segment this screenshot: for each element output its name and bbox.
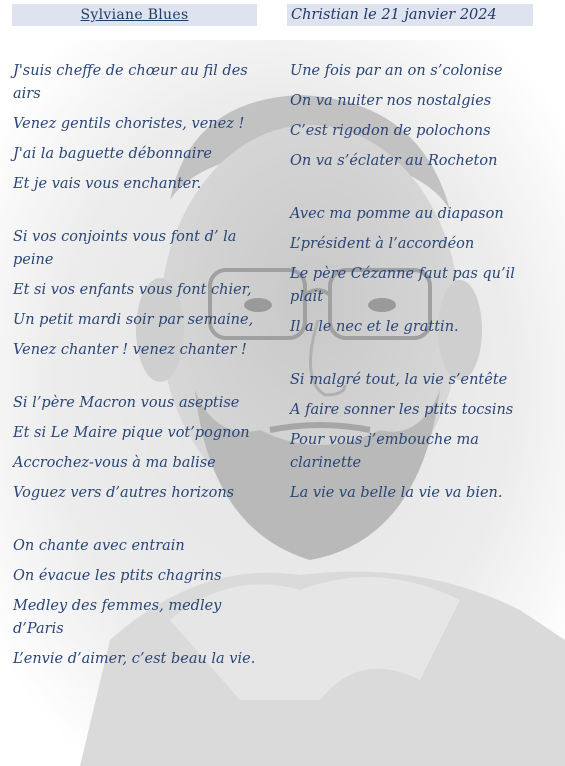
verse-line: Et si vos enfants vous font chier, bbox=[13, 282, 252, 298]
stanza bbox=[290, 369, 552, 505]
verse-line: Voguez vers d’autres horizons bbox=[13, 485, 235, 501]
stanza bbox=[13, 60, 273, 196]
verse-line: Si malgré tout, la vie s’entête bbox=[290, 372, 508, 388]
verse-line: On va nuiter nos nostalgies bbox=[290, 93, 492, 109]
verse-line: Et je vais vous enchanter. bbox=[13, 176, 202, 192]
verse-line: J'ai la baguette débonnaire bbox=[13, 146, 212, 162]
verse-line: L’président à l’accordéon bbox=[290, 236, 475, 252]
verse-line: Un petit mardi soir par semaine, bbox=[13, 312, 254, 328]
verse-line: Venez gentils choristes, venez ! bbox=[13, 116, 245, 132]
author-date: Christian le 21 janvier 2024 bbox=[287, 4, 533, 26]
stanza bbox=[13, 535, 273, 671]
verse-line: Accrochez-vous à ma balise bbox=[13, 455, 216, 471]
verse-line: Le père Cézanne faut pas qu’il plait bbox=[290, 266, 515, 305]
verse-line: On va s’éclater au Rocheton bbox=[290, 153, 498, 169]
right-column bbox=[290, 60, 552, 535]
verse-line: Pour vous j’embouche ma clarinette bbox=[290, 432, 479, 471]
verse-line: Il a le nec et le grattin. bbox=[290, 319, 459, 335]
verse-line: Une fois par an on s’colonise bbox=[290, 63, 503, 79]
verse-line: Venez chanter ! venez chanter ! bbox=[13, 342, 247, 358]
stanza bbox=[13, 226, 273, 362]
stanza bbox=[290, 203, 552, 339]
verse-line: Avec ma pomme au diapason bbox=[290, 206, 504, 222]
verse-line: On évacue les ptits chagrins bbox=[13, 568, 222, 584]
verse-line: C’est rigodon de polochons bbox=[290, 123, 491, 139]
verse-line: Medley des femmes, medley d’Paris bbox=[13, 598, 222, 637]
poem-title: Sylviane Blues bbox=[12, 4, 257, 26]
stanza bbox=[13, 392, 273, 505]
verse-line: L’envie d’aimer, c’est beau la vie. bbox=[13, 651, 256, 667]
verse-line: Si l’père Macron vous aseptise bbox=[13, 395, 240, 411]
left-column bbox=[13, 60, 273, 701]
verse-line: Et si Le Maire pique vot’pognon bbox=[13, 425, 250, 441]
verse-line: J'suis cheffe de chœur au fil des airs bbox=[13, 63, 248, 102]
verse-line: A faire sonner les ptits tocsins bbox=[290, 402, 514, 418]
stanza bbox=[290, 60, 552, 173]
verse-line: La vie va belle la vie va bien. bbox=[290, 485, 503, 501]
verse-line: Si vos conjoints vous font d’ la peine bbox=[13, 229, 237, 268]
verse-line: On chante avec entrain bbox=[13, 538, 185, 554]
